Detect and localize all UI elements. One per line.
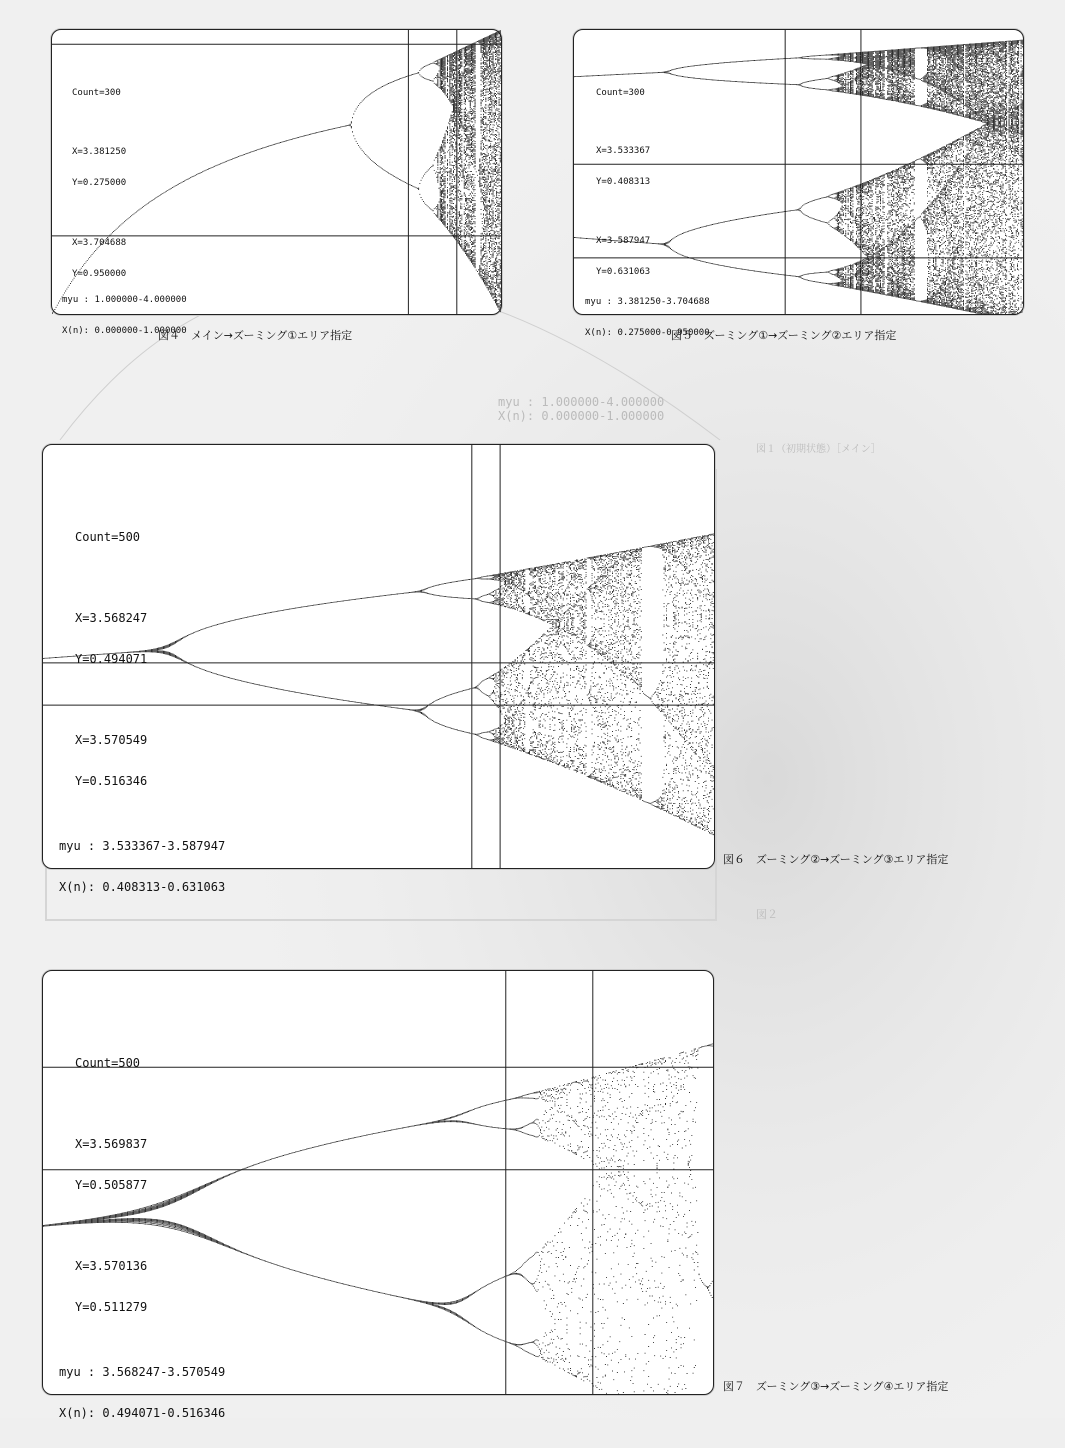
- show-through-fig-label: 図１（初期状態）［メイン］: [756, 444, 881, 455]
- xn-range: X(n): 0.000000-1.000000: [62, 325, 187, 336]
- show-through-myu: myu : 1.000000-4.000000: [498, 395, 665, 409]
- count-label: Count=500: [75, 1055, 141, 1070]
- point1-y: Y=0.408313: [596, 177, 651, 188]
- info-text-7: [75, 1029, 147, 1343]
- range-text-5: [585, 276, 710, 359]
- point1-x: X=3.569837: [75, 1136, 148, 1151]
- xn-range: X(n): 0.408313-0.631063: [59, 879, 226, 894]
- figure-5-caption: 図５ ズーミング①→ズーミング②エリア指定: [671, 329, 897, 342]
- info-text-6: [75, 503, 147, 817]
- point2-y: Y=0.516346: [75, 774, 148, 789]
- point1-x: X=3.381250: [72, 147, 127, 158]
- point2-y: Y=0.631063: [596, 267, 651, 278]
- range-text-7: [59, 1338, 225, 1448]
- show-through-fig2-label: 図２: [756, 908, 778, 921]
- point2-x: X=3.570136: [75, 1258, 148, 1273]
- figure-7-caption: 図７ ズーミング③→ズーミング④エリア指定: [723, 1380, 949, 1393]
- point2-y: Y=0.950000: [72, 269, 127, 280]
- count-label: Count=300: [72, 87, 121, 98]
- point2-y: Y=0.511279: [75, 1300, 148, 1315]
- point2-x: X=3.570549: [75, 732, 148, 747]
- point1-y: Y=0.275000: [72, 178, 127, 189]
- info-text-4: [72, 67, 126, 300]
- range-text-6: [59, 812, 225, 922]
- point2-x: X=3.704688: [72, 238, 127, 249]
- range-text-4: [62, 274, 187, 357]
- point2-x: X=3.587947: [596, 236, 651, 247]
- myu-range: myu : 3.568247-3.570549: [59, 1364, 226, 1379]
- myu-range: myu : 3.381250-3.704688: [585, 296, 710, 307]
- point1-y: Y=0.505877: [75, 1177, 148, 1192]
- figure-6-screen: [42, 444, 715, 894]
- info-text-5: [596, 67, 650, 298]
- myu-range: myu : 3.533367-3.587947: [59, 838, 226, 853]
- xn-range: X(n): 0.494071-0.516346: [59, 1405, 226, 1420]
- count-label: Count=500: [75, 529, 141, 544]
- figure-4-caption: 図４ メイン→ズーミング①エリア指定: [158, 329, 353, 342]
- count-label: Count=300: [596, 87, 645, 98]
- point1-y: Y=0.494071: [75, 651, 148, 666]
- myu-range: myu : 1.000000-4.000000: [62, 294, 187, 305]
- point1-x: X=3.533367: [596, 146, 651, 157]
- show-through-xn: X(n): 0.000000-1.000000: [498, 409, 665, 423]
- figure-7-screen: [42, 970, 714, 1420]
- figure-6-caption: 図６ ズーミング②→ズーミング③エリア指定: [723, 853, 949, 866]
- xn-range: X(n): 0.275000-0.950000: [585, 327, 710, 338]
- point1-x: X=3.568247: [75, 610, 148, 625]
